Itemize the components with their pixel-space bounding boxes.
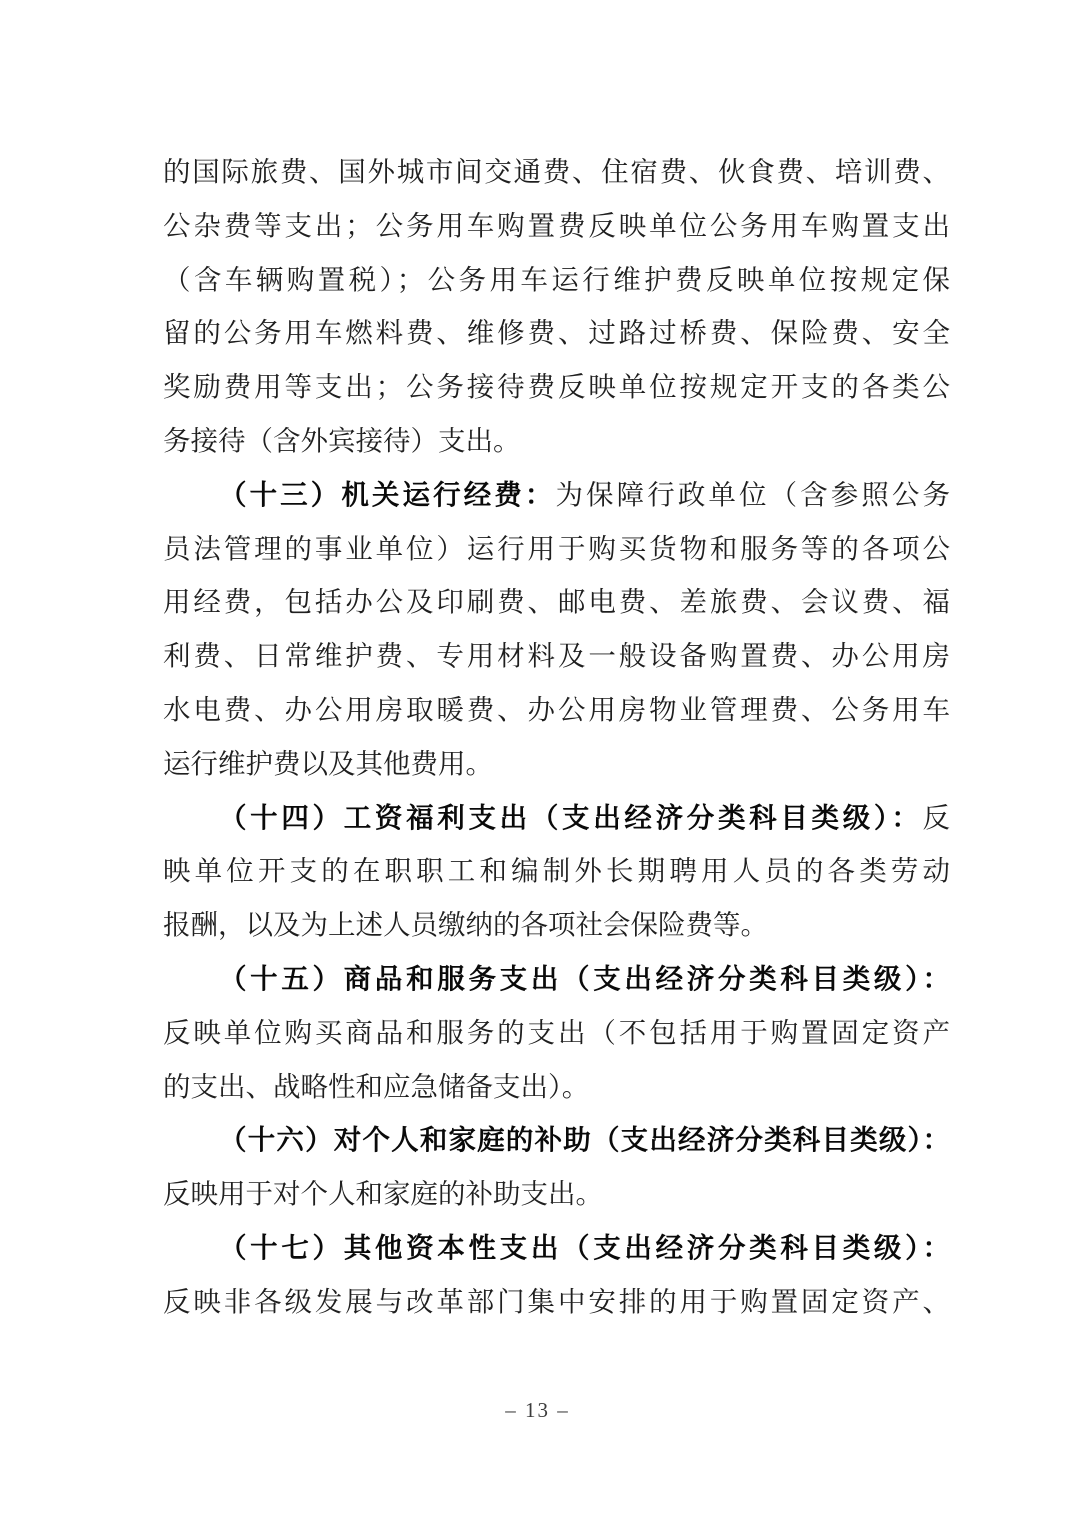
text-line [163, 522, 950, 576]
text-line [163, 199, 950, 253]
body-segment: 利费、日常维护费、专用材料及一般设备购置费、办公用房 [163, 640, 950, 672]
body-segment: 反 [922, 801, 950, 833]
body-segment: 反映非各级发展与改革部门集中安排的用于购置固定资产、 [163, 1285, 950, 1317]
heading-segment: （十七）其他资本性支出（支出经济分类科目类级）： [219, 1231, 950, 1263]
text-line [163, 1006, 950, 1060]
heading-segment: （十三）机关运行经费： [219, 478, 556, 510]
body-segment: 为保障行政单位（含参照公务 [555, 478, 951, 510]
text-line [163, 952, 950, 1006]
text-line [163, 1113, 950, 1167]
text-line [163, 898, 950, 952]
body-segment: 运行维护费以及其他费用。 [163, 747, 493, 779]
text-line [163, 414, 950, 468]
body-segment: 反映用于对个人和家庭的补助支出。 [163, 1178, 603, 1210]
text-line [163, 629, 950, 683]
body-segment: 留的公务用车燃料费、维修费、过路过桥费、保险费、安全 [163, 317, 950, 349]
body-segment: 的国际旅费、国外城市间交通费、住宿费、伙食费、培训费、 [163, 156, 950, 187]
text-line [163, 737, 950, 791]
body-segment: （含车辆购置税）；公务用车运行维护费反映单位按规定保 [163, 263, 950, 295]
text-line [163, 575, 950, 629]
text-line [163, 253, 950, 307]
heading-segment: （十五）商品和服务支出（支出经济分类科目类级）： [219, 962, 950, 994]
text-line [163, 145, 950, 199]
text-line [163, 1275, 950, 1329]
page-number: – 13 – [505, 1398, 570, 1422]
text-line [163, 468, 950, 522]
text-line [163, 1167, 950, 1221]
heading-segment: （十六）对个人和家庭的补助（支出经济分类科目类级）： [219, 1124, 950, 1156]
text-line [163, 844, 950, 898]
body-segment: 报酬，以及为上述人员缴纳的各项社会保险费等。 [163, 909, 768, 941]
body-segment: 水电费、办公用房取暖费、办公用房物业管理费、公务用车 [163, 693, 950, 725]
body-segment: 映单位开支的在职职工和编制外长期聘用人员的各类劳动 [163, 855, 950, 887]
text-line [163, 683, 950, 737]
body-segment: 务接待（含外宾接待）支出。 [163, 424, 521, 456]
text-line [163, 306, 950, 360]
body-segment: 奖励费用等支出；公务接待费反映单位按规定开支的各类公 [163, 371, 950, 403]
document-body [163, 145, 950, 1329]
body-segment: 的支出、战略性和应急储备支出）。 [163, 1070, 590, 1102]
body-segment: 公杂费等支出；公务用车购置费反映单位公务用车购置支出 [163, 209, 950, 241]
text-line [163, 1221, 950, 1275]
text-line [163, 360, 950, 414]
body-segment: 反映单位购买商品和服务的支出（不包括用于购置固定资产 [163, 1016, 950, 1048]
heading-segment: （十四）工资福利支出（支出经济分类科目类级）： [219, 801, 923, 833]
text-line [163, 1060, 950, 1114]
text-line [163, 791, 950, 845]
body-segment: 员法管理的事业单位）运行用于购买货物和服务等的各项公 [163, 532, 950, 564]
body-segment: 用经费，包括办公及印刷费、邮电费、差旅费、会议费、福 [163, 586, 950, 618]
